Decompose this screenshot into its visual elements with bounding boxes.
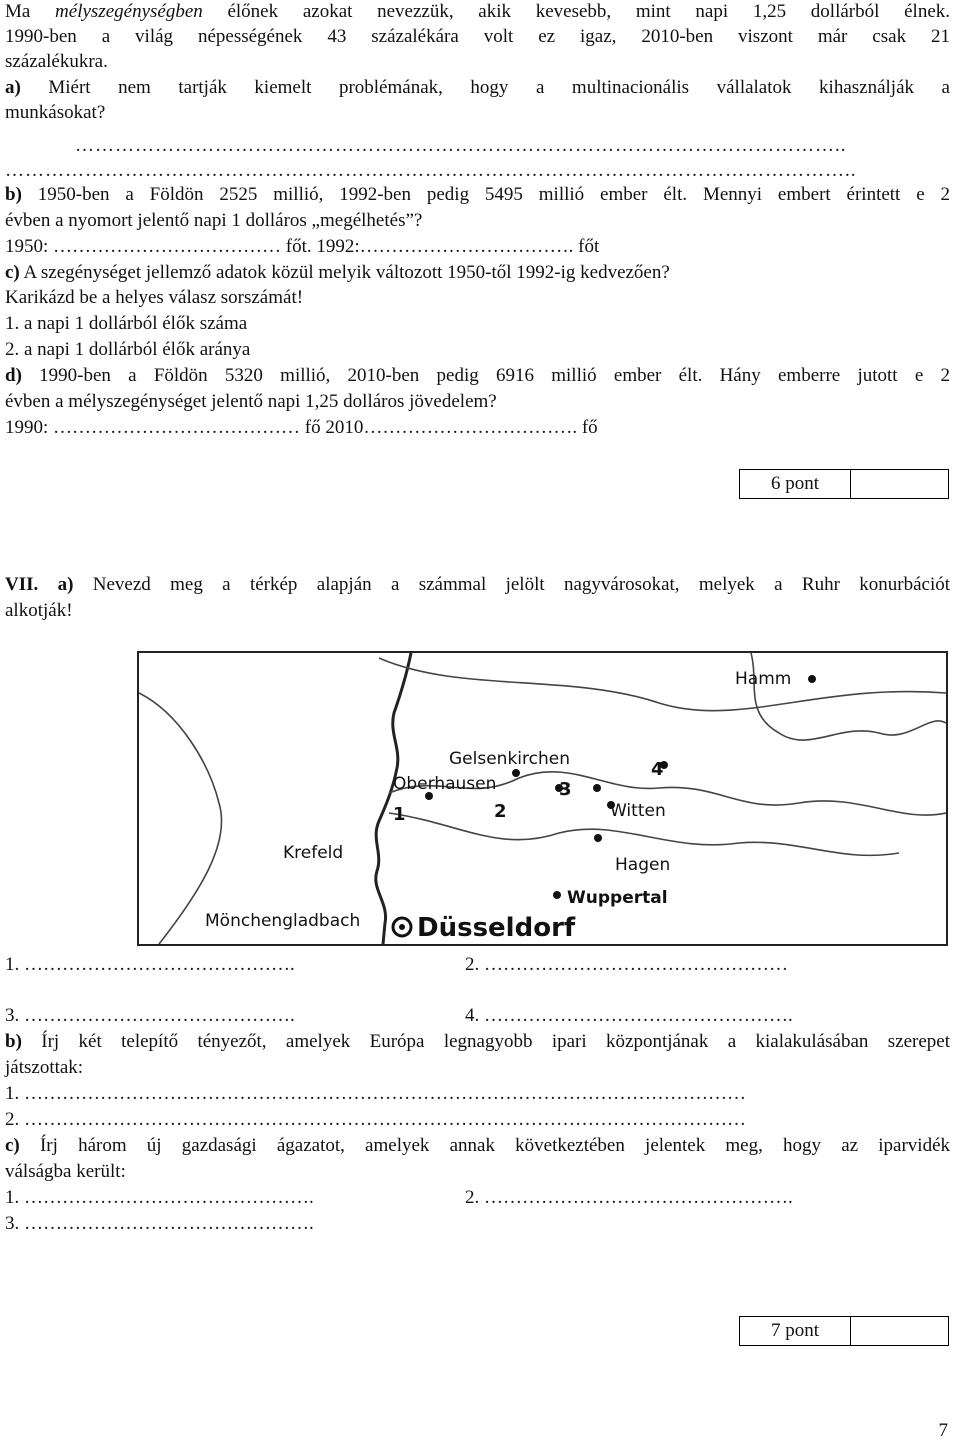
map-city-label: Hamm [735, 669, 792, 689]
question-label: a) [5, 77, 21, 98]
map-city-label: Witten [610, 801, 666, 821]
question-label: c) [5, 1135, 20, 1156]
question-b [5, 183, 950, 207]
answer-b-1[interactable]: 1. …………………………………………………………………………………………………… [5, 1083, 746, 1104]
task-number: VII. [5, 574, 39, 595]
map-city-label: Oberhausen [393, 774, 497, 794]
task-7-a [5, 573, 950, 597]
map-number: 4 [651, 759, 664, 780]
question-label: c) [5, 262, 20, 283]
answer-3[interactable]: 3. ……………………………………. [5, 1005, 295, 1026]
points-score-field[interactable] [851, 470, 948, 498]
answer-c-2[interactable]: 2. …………………………………………. [465, 1187, 793, 1208]
question-a [5, 76, 950, 100]
option-1[interactable]: 1. a napi 1 dollárból élők száma [5, 313, 248, 334]
question-text: 1950-ben a Földön 2525 millió, 1992-ben pedig 5495 millió ember élt. Mennyi embert érintett e 2 [21, 184, 950, 205]
map-city-label: Mönchengladbach [205, 911, 361, 931]
city-dot-capital [399, 924, 405, 930]
points-box [739, 469, 949, 499]
question-text: Nevezd meg a térkép alapján a számmal jelölt nagyvárosokat, melyek a Ruhr konurbációt [73, 574, 950, 595]
answer-line-d[interactable]: 1990: ………………………………… fő 2010……………………………. fő [5, 417, 598, 438]
question-c-cont: Karikázd be a helyes válasz sorszámát! [5, 287, 304, 308]
map-number: 3 [559, 779, 572, 800]
points-box [739, 1316, 949, 1346]
question-text: 1990-ben a Földön 5320 millió, 2010-ben pedig 6916 millió ember élt. Hány emberre jutott e 2 [21, 365, 950, 386]
map-city-label-major: Düsseldorf [417, 913, 576, 943]
city-dot [594, 834, 602, 842]
rhine-river [376, 653, 411, 944]
map-drawing [139, 653, 946, 944]
question-label: b) [5, 1031, 22, 1052]
question-text: Miért nem tartják kiemelt problémának, hogy a multinacionális vállalatok kihasználják a [20, 77, 950, 98]
intro-text: Ma [5, 1, 56, 22]
task-7-a-cont: alkotják! [5, 600, 73, 621]
question-d [5, 364, 950, 388]
answer-1[interactable]: 1. ……………………………………. [5, 954, 295, 975]
city-dot [512, 769, 520, 777]
points-label: 6 pont [740, 470, 851, 498]
page-number: 7 [938, 1420, 948, 1441]
task-7-b-cont: játszottak: [5, 1057, 84, 1078]
boundary-line [379, 658, 946, 711]
map-city-label: Wuppertal [567, 888, 668, 908]
question-label: a) [57, 574, 74, 595]
question-b-cont: évben a nyomort jelentő napi 1 dolláros „megélhetés”? [5, 210, 423, 231]
question-text: Írj három új gazdasági ágazatot, amelyek annak következtében jelentek meg, hogy az iparvidék [19, 1135, 950, 1156]
task-7-c-cont: válságba került: [5, 1161, 126, 1182]
intro-term: mélyszegénységben [55, 1, 203, 22]
map-number: 1 [393, 804, 406, 825]
intro-line-2: 1990-ben a világ népességének 43 százalékára volt ez igaz, 2010-ben viszont már csak 21 [5, 26, 950, 47]
question-a-cont: munkásokat? [5, 102, 106, 123]
option-2[interactable]: 2. a napi 1 dollárból élők aránya [5, 339, 251, 360]
boundary-line [139, 693, 222, 944]
question-text: Írj két telepítő tényezőt, amelyek Európa legnagyobb ipari központjának a kialakulásában szerepet [21, 1031, 950, 1052]
points-score-field[interactable] [851, 1317, 948, 1345]
question-text: A szegénységet jellemző adatok közül melyik változott 1950-től 1992-ig kedvezően? [19, 262, 670, 283]
city-dot [593, 784, 601, 792]
map-number: 2 [494, 801, 507, 822]
answer-line-a1[interactable]: …………………………………………………………………………………………………….. [75, 135, 847, 156]
ruhr-map [137, 651, 948, 946]
answer-b-2[interactable]: 2. …………………………………………………………………………………………………… [5, 1109, 746, 1130]
boundary-line [751, 653, 946, 740]
task-7-b [5, 1030, 950, 1054]
question-label: b) [5, 184, 22, 205]
intro-text: élőnek azokat nevezzük, akik kevesebb, mint napi 1,25 dollárból élnek. [202, 1, 951, 22]
answer-c-1[interactable]: 1. ………………………………………. [5, 1187, 314, 1208]
answer-2[interactable]: 2. ………………………………………… [465, 954, 788, 975]
map-city-label: Krefeld [283, 843, 344, 863]
intro-line-1 [5, 0, 950, 24]
map-city-label: Gelsenkirchen [449, 749, 570, 769]
question-c [5, 261, 670, 285]
answer-c-3[interactable]: 3. ………………………………………. [5, 1213, 314, 1234]
intro-line-3: százalékukra. [5, 51, 108, 72]
question-d-cont: évben a mélyszegénységet jelentő napi 1,25 dolláros jövedelem? [5, 391, 497, 412]
task-7-c [5, 1134, 950, 1158]
answer-line-a2[interactable]: ……………………………………………………………………………………………………………….. [5, 160, 857, 181]
city-dot [553, 891, 561, 899]
city-dot [808, 675, 816, 683]
answer-4[interactable]: 4. …………………………………………. [465, 1005, 793, 1026]
map-city-label: Hagen [615, 855, 671, 875]
points-label: 7 pont [740, 1317, 851, 1345]
answer-line-b[interactable]: 1950: ……………………………… főt. 1992:……………………………. főt [5, 236, 600, 257]
question-label: d) [5, 365, 22, 386]
